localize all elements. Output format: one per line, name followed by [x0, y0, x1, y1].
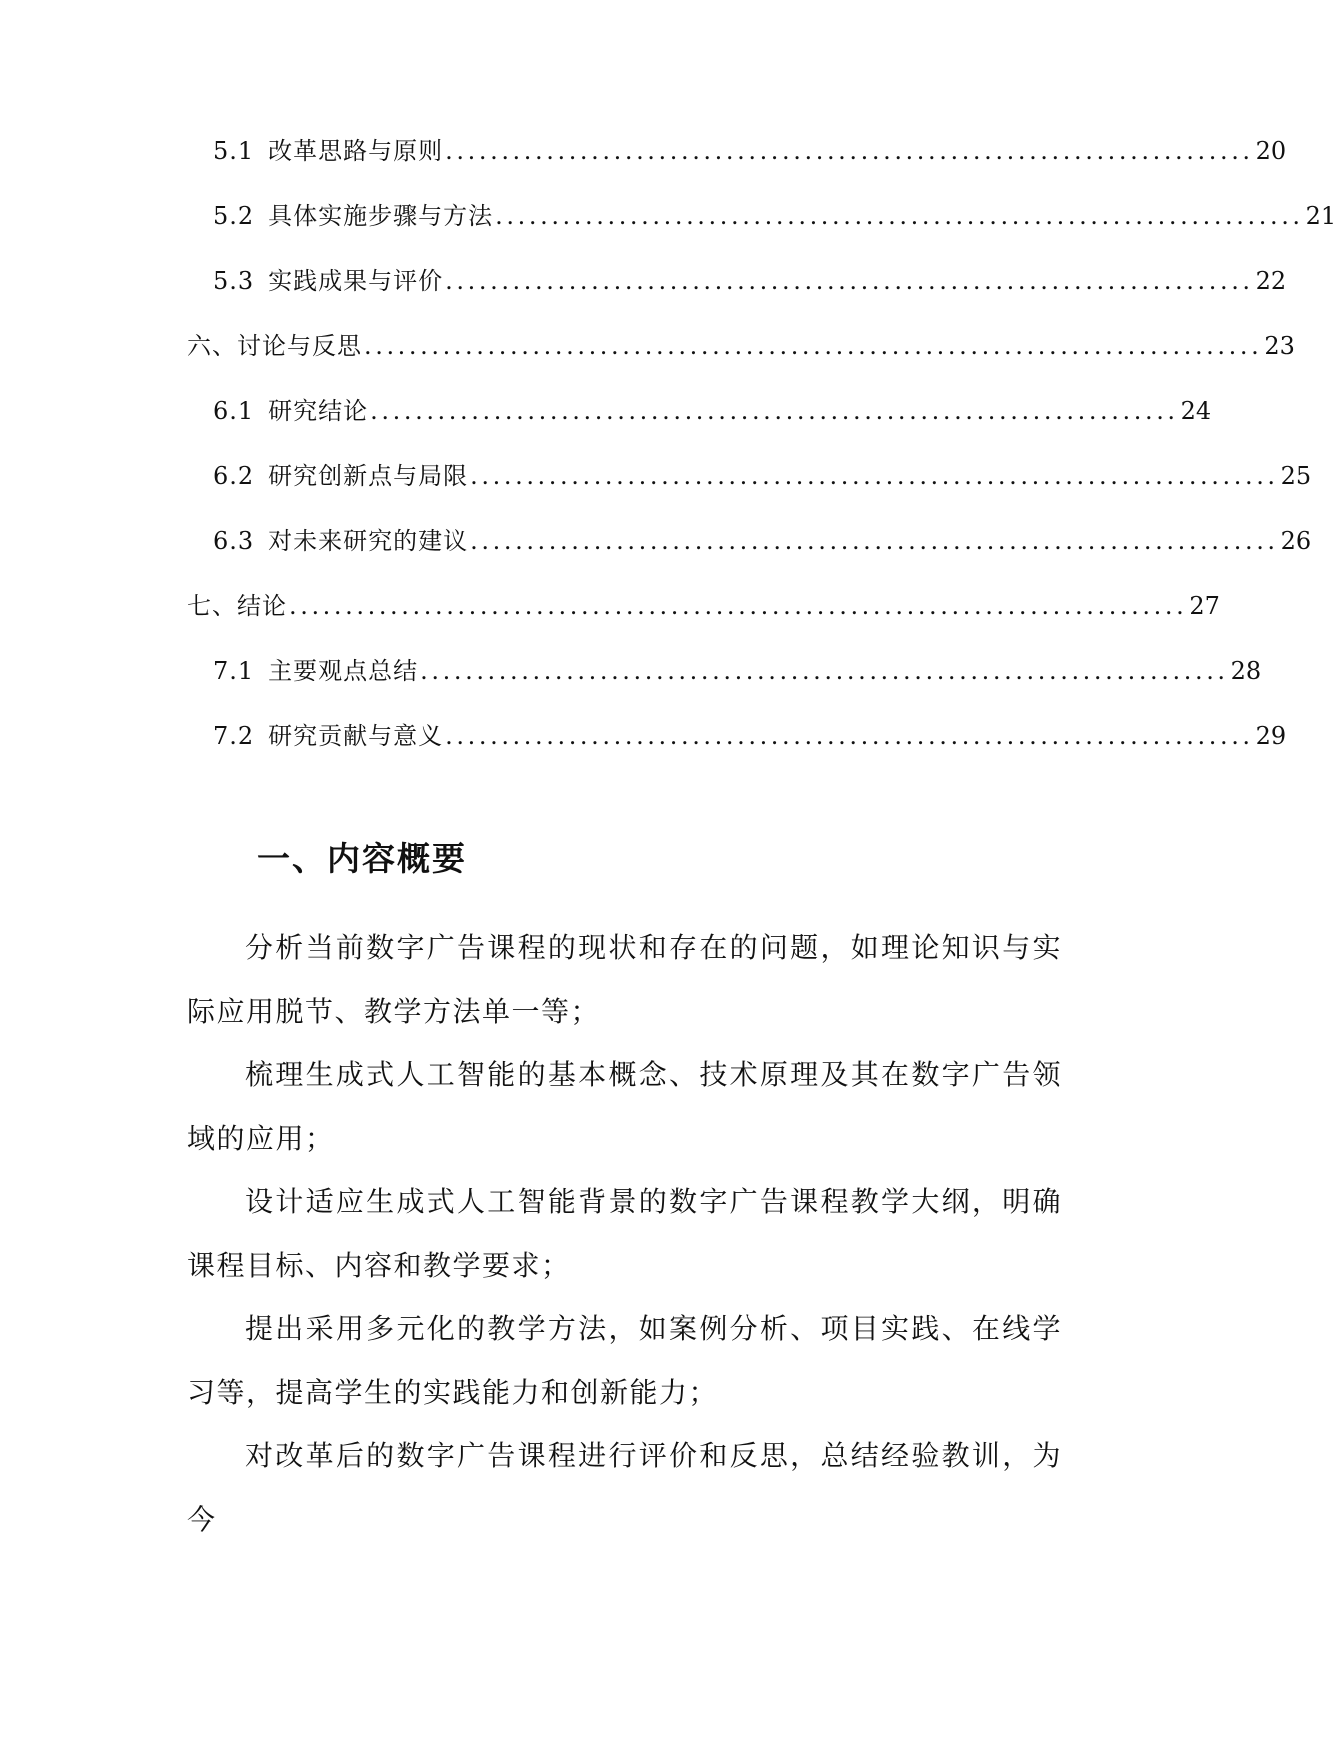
toc-entry[interactable] — [213, 201, 1336, 231]
toc-entry-label: 七、结论 — [187, 592, 287, 620]
toc-entry-label: 改革思路与原则 — [268, 137, 444, 165]
toc-leader-dots: ........................................................................ — [370, 397, 1179, 425]
toc-entry-label: 研究结论 — [268, 397, 369, 425]
section-heading: 一、内容概要 — [257, 839, 467, 878]
toc-entry-page: 25 — [1280, 462, 1312, 490]
toc-entry-page: 29 — [1255, 722, 1287, 750]
toc-entry-chapter[interactable] — [187, 591, 1220, 621]
toc-entry-label: 研究贡献与意义 — [268, 722, 444, 750]
toc-leader-dots: ........................................................................ — [470, 462, 1279, 490]
toc-entry-page: 22 — [1255, 267, 1287, 295]
toc-entry-page: 24 — [1180, 397, 1212, 425]
toc-leader-dots: ........................................................................ — [470, 527, 1279, 555]
toc-entry-label: 对未来研究的建议 — [268, 527, 469, 555]
toc-entry-number: 5.2 — [213, 202, 255, 230]
toc-entry-label: 实践成果与评价 — [268, 267, 444, 295]
toc-entry-label: 研究创新点与局限 — [268, 462, 469, 490]
toc-entry-page: 20 — [1255, 137, 1287, 165]
toc-entry-page: 23 — [1264, 332, 1295, 360]
toc-leader-dots: ........................................................................ — [445, 722, 1254, 750]
toc-entry-number: 5.1 — [213, 137, 255, 165]
toc-entry-number: 6.2 — [213, 462, 255, 490]
toc-entry-chapter[interactable] — [187, 331, 1295, 361]
toc-entry[interactable] — [213, 656, 1262, 686]
toc-entry-number: 5.3 — [213, 267, 255, 295]
paragraph: 梳理生成式人工智能的基本概念、技术原理及其在数字广告领域的应用； — [187, 1058, 1062, 1155]
toc-entry-label: 具体实施步骤与方法 — [268, 202, 494, 230]
toc-entry-page: 28 — [1230, 657, 1262, 685]
toc-leader-dots: ........................................................................ — [445, 267, 1254, 295]
toc-leader-dots: ........................................................................ — [420, 657, 1229, 685]
toc-entry-number: 7.2 — [213, 722, 255, 750]
toc-entry-page: 21 — [1305, 202, 1336, 230]
toc-entry[interactable] — [213, 266, 1287, 296]
paragraph: 提出采用多元化的教学方法，如案例分析、项目实践、在线学习等，提高学生的实践能力和创新能力； — [187, 1312, 1062, 1409]
toc-leader-dots: ........................................................................ — [445, 137, 1254, 165]
toc-entry[interactable] — [213, 136, 1287, 166]
toc-entry-number: 6.3 — [213, 527, 255, 555]
toc-entry-label: 六、讨论与反思 — [187, 332, 362, 360]
toc-entry[interactable] — [213, 396, 1212, 426]
paragraph: 分析当前数字广告课程的现状和存在的问题，如理论知识与实际应用脱节、教学方法单一等； — [187, 931, 1062, 1028]
toc-entry-label: 主要观点总结 — [268, 657, 419, 685]
paragraph: 设计适应生成式人工智能背景的数字广告课程教学大纲，明确课程目标、内容和教学要求； — [187, 1185, 1062, 1282]
toc-leader-dots: ................................................................................ — [289, 592, 1188, 620]
section-body — [187, 916, 1062, 1551]
toc-leader-dots: ................................................................................ — [364, 332, 1263, 360]
toc-entry-page: 26 — [1280, 527, 1312, 555]
toc-entry-number: 7.1 — [213, 657, 255, 685]
toc-entry-number: 6.1 — [213, 397, 255, 425]
toc-entry[interactable] — [213, 461, 1312, 491]
toc-leader-dots: ........................................................................ — [495, 202, 1304, 230]
paragraph: 对改革后的数字广告课程进行评价和反思，总结经验教训，为今 — [187, 1439, 1062, 1536]
toc-entry[interactable] — [213, 526, 1312, 556]
toc-entry-page: 27 — [1189, 592, 1220, 620]
toc-entry[interactable] — [213, 721, 1287, 751]
